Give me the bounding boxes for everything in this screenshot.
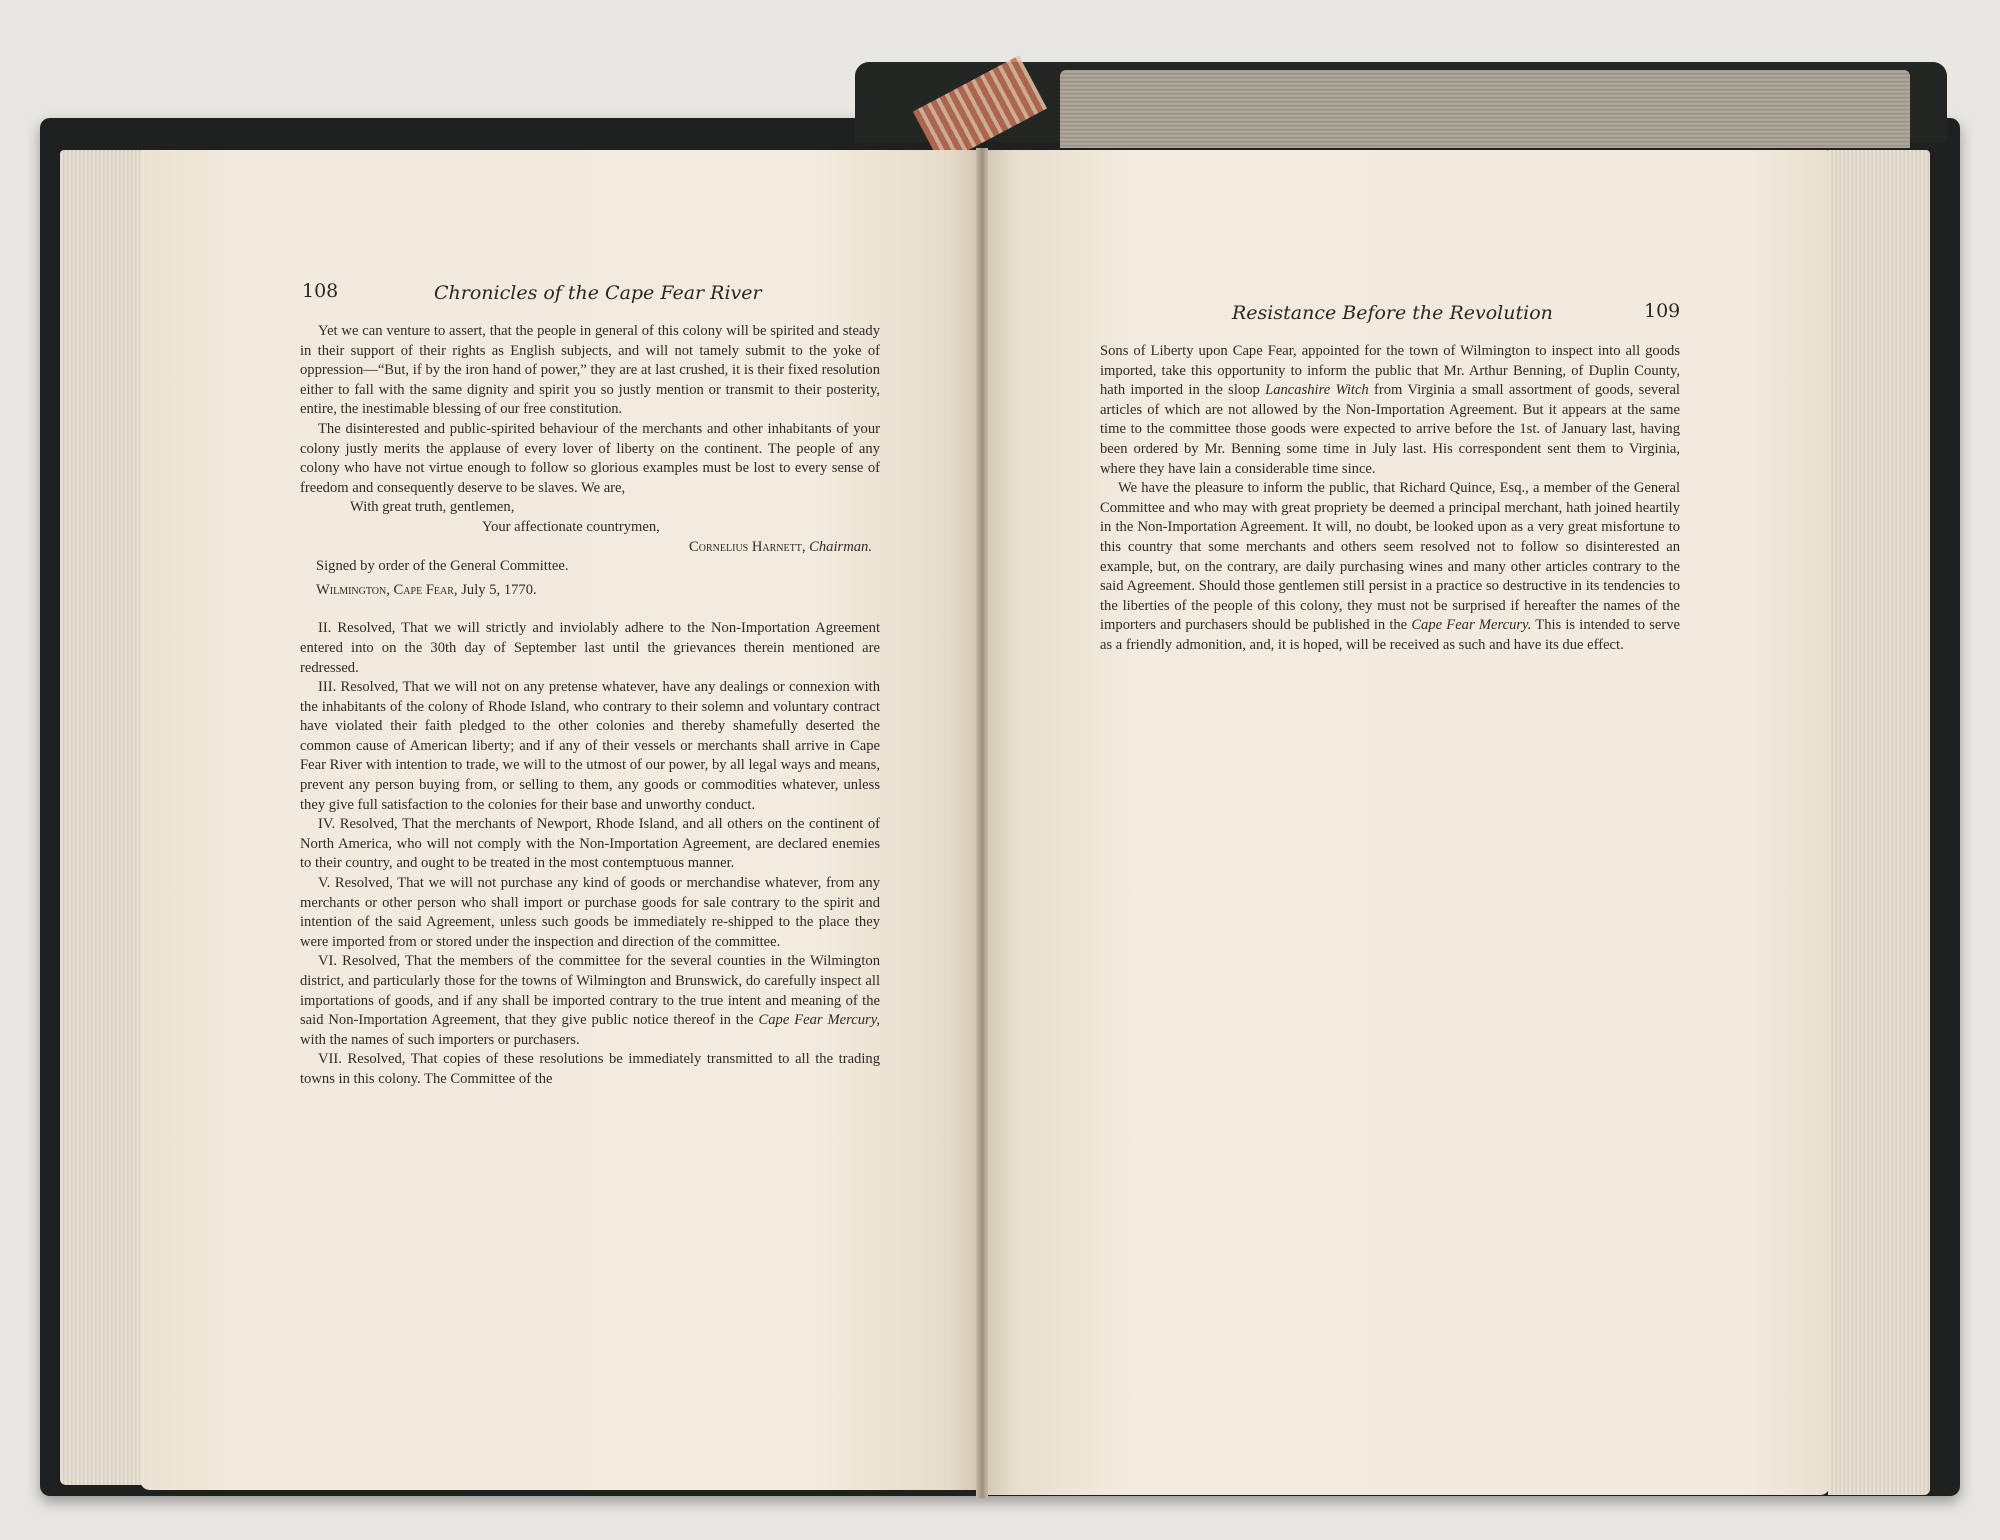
- date: July 5, 1770.: [461, 581, 537, 598]
- left-page-number: 108: [302, 280, 339, 302]
- ship-name: Lancashire Witch: [1265, 382, 1369, 399]
- resolution: III. Resolved, That we will not on any pretense whatever, have any dealings or connexion with the inhabitants of the colony of Rhode Island, who contrary to their solemn and voluntary contract have violated their faith pledged to the other colonies and thereby shamefully deserted the common cause of American liberty; and if any of their vessels or merchants shall arrive in Cape Fear River with intention to trade, we will to the utmost of our power, by all legal ways and means, prevent any person buying from, or selling to them, any goods or commodities whatever, unless they give full satisfaction to the colonies for their base and unworthy conduct.: [300, 679, 880, 813]
- resolution: V. Resolved, That we will not purchase any kind of goods or merchandise whatever, from any merchants or other person who shall import or purchase goods for sale contrary to the spirit and intention of the said Agreement, unless such goods be immediately re-shipped to the place they were imported from or stored under the inspection and direction of the committee.: [300, 875, 880, 950]
- resolution: VII. Resolved, That copies of these resolutions be immediately transmitted to all the trading towns in this colony. The Committee of the: [300, 1051, 880, 1087]
- paragraph: [1100, 479, 1680, 655]
- left-running-head: Chronicles of the Cape Fear River: [434, 282, 762, 304]
- resolution-text: VI. Resolved, That the members of the committee for the several counties in the Wilmington district, and particularly those for the towns of Wilmington and Brunswick, do carefully inspect all importations of goods, and if any shall be imported contrary to the true intent and meaning of the said Non-Importation Agreement, that they give public notice thereof in the: [300, 953, 880, 1029]
- signer-title: Chairman.: [809, 538, 872, 555]
- paragraph-text: from Virginia a small assortment of goods, several articles of which are not allowed by the Non-Importation Agreement. But it appears at the same time to the committee those goods were expected to arrive before the 1st. of January last, having been ordered by Mr. Benning some time in July last. His correspondent sent them to Virginia, where they have lain a considerable time since.: [1100, 382, 1680, 477]
- left-page-edges: [60, 150, 150, 1485]
- resolution: IV. Resolved, That the merchants of Newport, Rhode Island, and all others on the continent of North America, who will not comply with the Non-Importation Agreement, are declared enemies to their country, and ought to be treated in the most contemptuous manner.: [300, 816, 880, 872]
- place-date-line: [300, 581, 880, 601]
- page-stack-top-edge: [1060, 70, 1910, 148]
- signer-name: Cornelius Harnett,: [689, 538, 806, 555]
- closing-line: With great truth, gentlemen,: [350, 499, 515, 516]
- right-running-head: Resistance Before the Revolution: [1232, 302, 1553, 324]
- paragraph-text: We have the pleasure to inform the public, that Richard Quince, Esq., a member of the General Committee and who may with great propriety be deemed a principal merchant, hath joined heartily in the Non-Importation Agreement. It will, no doubt, be looked upon as a very great misfortune to this country that some merchants and others seem resolved not to follow so disinterested an example, but, on the contrary, are daily purchasing wines and many other articles contrary to the said Agreement. Should those gentlemen still persist in a practice so destructive in its tendencies to the liberties of the people of this colony, they must not be surprised if hereafter the names of the importers and purchasers should be published in the: [1100, 480, 1680, 634]
- right-page-edges: [1828, 150, 1930, 1495]
- resolution: [300, 952, 880, 1050]
- paragraph: [1100, 342, 1680, 479]
- right-page-body: [1100, 342, 1680, 656]
- section-break: [300, 600, 880, 619]
- left-page-body: [300, 322, 880, 1090]
- resolution: II. Resolved, That we will strictly and inviolably adhere to the Non-Importation Agreement entered into on the 30th day of September last until the grievances therein mentioned are redressed.: [300, 620, 880, 676]
- signed-by-line: Signed by order of the General Committee.: [316, 558, 569, 575]
- signature: [300, 538, 880, 558]
- newspaper-title: Cape Fear Mercury.: [1411, 617, 1532, 634]
- paragraph-text: This is intended to serve as a friendly admonition, and, it is hoped, will be received as such and have its due effect.: [1100, 617, 1680, 653]
- book-gutter: [976, 148, 988, 1498]
- resolution-text: with the names of such importers or purchasers.: [300, 1031, 580, 1048]
- paragraph: The disinterested and public-spirited behaviour of the merchants and other inhabitants of your colony justly merits the applause of every lover of liberty on the continent. The people of any colony who have not virtue enough to follow so glorious examples must be lost to every sense of freedom and consequently deserve to be slaves. We are,: [300, 420, 880, 496]
- newspaper-title: Cape Fear Mercury,: [758, 1012, 881, 1029]
- place: Wilmington, Cape Fear,: [316, 581, 458, 598]
- closing-line-2: Your affectionate countrymen,: [482, 518, 660, 535]
- right-page-number: 109: [1644, 300, 1681, 322]
- paragraph-text: Sons of Liberty upon Cape Fear, appointed for the town of Wilmington to inspect into all goods imported, take this opportunity to inform the public that Mr. Arthur Benning, of Duplin County, hath imported in the sloop: [1100, 343, 1680, 399]
- paragraph: Yet we can venture to assert, that the people in general of this colony will be spirited and steady in their support of their rights as English subjects, and will not tamely submit to the yoke of oppression—“But, if by the iron hand of power,” they are at last crushed, it is their fixed resolution either to fall with the same dignity and spirit you so justly mention or transmit to their posterity, entire, the inestimable blessing of our free constitution.: [300, 323, 880, 418]
